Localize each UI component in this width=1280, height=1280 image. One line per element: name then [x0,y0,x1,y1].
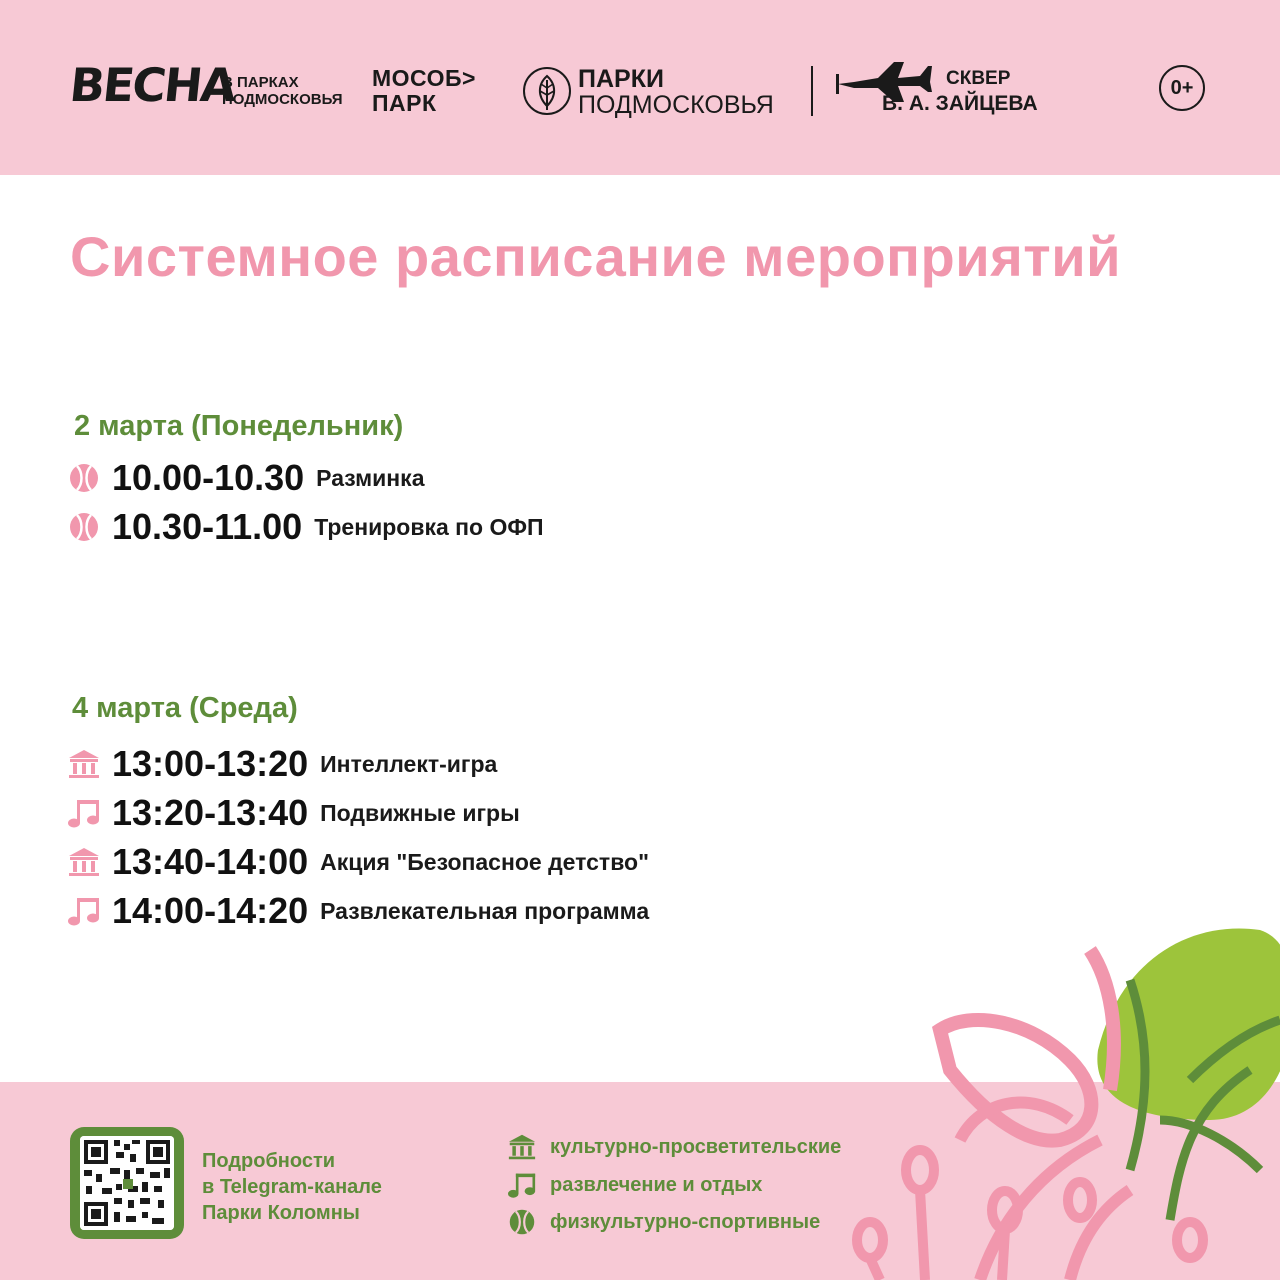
event-time: 13:00-13:20 [112,743,309,784]
skver-line1: СКВЕР [946,68,1011,89]
day-title-monday: 2 марта (Понедельник) [74,410,404,442]
legend-label: развлечение и отдых [550,1173,763,1196]
event-row [66,456,425,500]
telegram-line2: в Telegram-канале [202,1176,382,1198]
vesna-logo: ВЕСНА [67,58,238,112]
vesna-subtitle [222,74,343,108]
event-name: Тренировка по ОФП [314,513,544,540]
event-row [66,742,497,786]
sport-ball-icon [506,1207,538,1237]
event-name: Развлекательная программа [320,897,650,924]
music-note-icon [66,894,102,928]
museum-icon [66,845,102,879]
decorative-plant-illustration [830,920,1280,1280]
event-time: 13:40-14:00 [112,841,309,882]
music-note-icon [506,1170,538,1200]
telegram-info [202,1148,382,1226]
mosobpark-line2: ПАРК [372,90,437,116]
age-rating-badge: 0+ [1159,65,1205,111]
event-time: 10.30-11.00 [112,506,303,547]
event-row [66,791,520,835]
vesna-subtitle-line1: В ПАРКАХ [222,74,299,91]
day-title-wednesday: 4 марта (Среда) [72,692,298,724]
telegram-line1: Подробности [202,1150,336,1172]
page-title: Системное расписание мероприятий [70,225,1122,288]
event-name: Разминка [316,464,425,491]
legend-item-entertainment [506,1170,762,1200]
sport-ball-icon [66,461,102,495]
legend-item-sport [506,1207,820,1237]
vesna-subtitle-line2: ПОДМОСКОВЬЯ [222,91,343,108]
legend-label: физкультурно-спортивные [550,1210,821,1233]
parki-title: ПАРКИ [578,65,664,93]
event-time: 14:00-14:20 [112,890,309,931]
museum-icon [506,1132,538,1162]
event-name: Акция "Безопасное детство" [320,848,649,875]
parki-leaf-icon [522,66,572,116]
event-time: 10.00-10.30 [112,457,305,498]
qr-code-icon [80,1136,174,1230]
event-name: Интеллект-игра [320,750,498,777]
telegram-line3: Парки Коломны [202,1202,360,1224]
music-note-icon [66,796,102,830]
sport-ball-icon [66,510,102,544]
mosobpark-logo [372,66,476,116]
event-time: 13:20-13:40 [112,792,309,833]
header-divider [811,66,813,116]
qr-code-frame[interactable] [70,1127,184,1239]
event-name: Подвижные игры [320,799,520,826]
skver-line2: В. А. ЗАЙЦЕВА [882,92,1038,115]
event-row [66,840,649,884]
event-row [66,505,544,549]
legend-label: культурно-просветительские [550,1135,842,1158]
museum-icon [66,747,102,781]
legend-item-cultural [506,1132,841,1162]
mosobpark-line1: МОСОБ> [372,65,476,91]
event-row [66,889,649,933]
parki-subtitle: ПОДМОСКОВЬЯ [578,91,774,119]
